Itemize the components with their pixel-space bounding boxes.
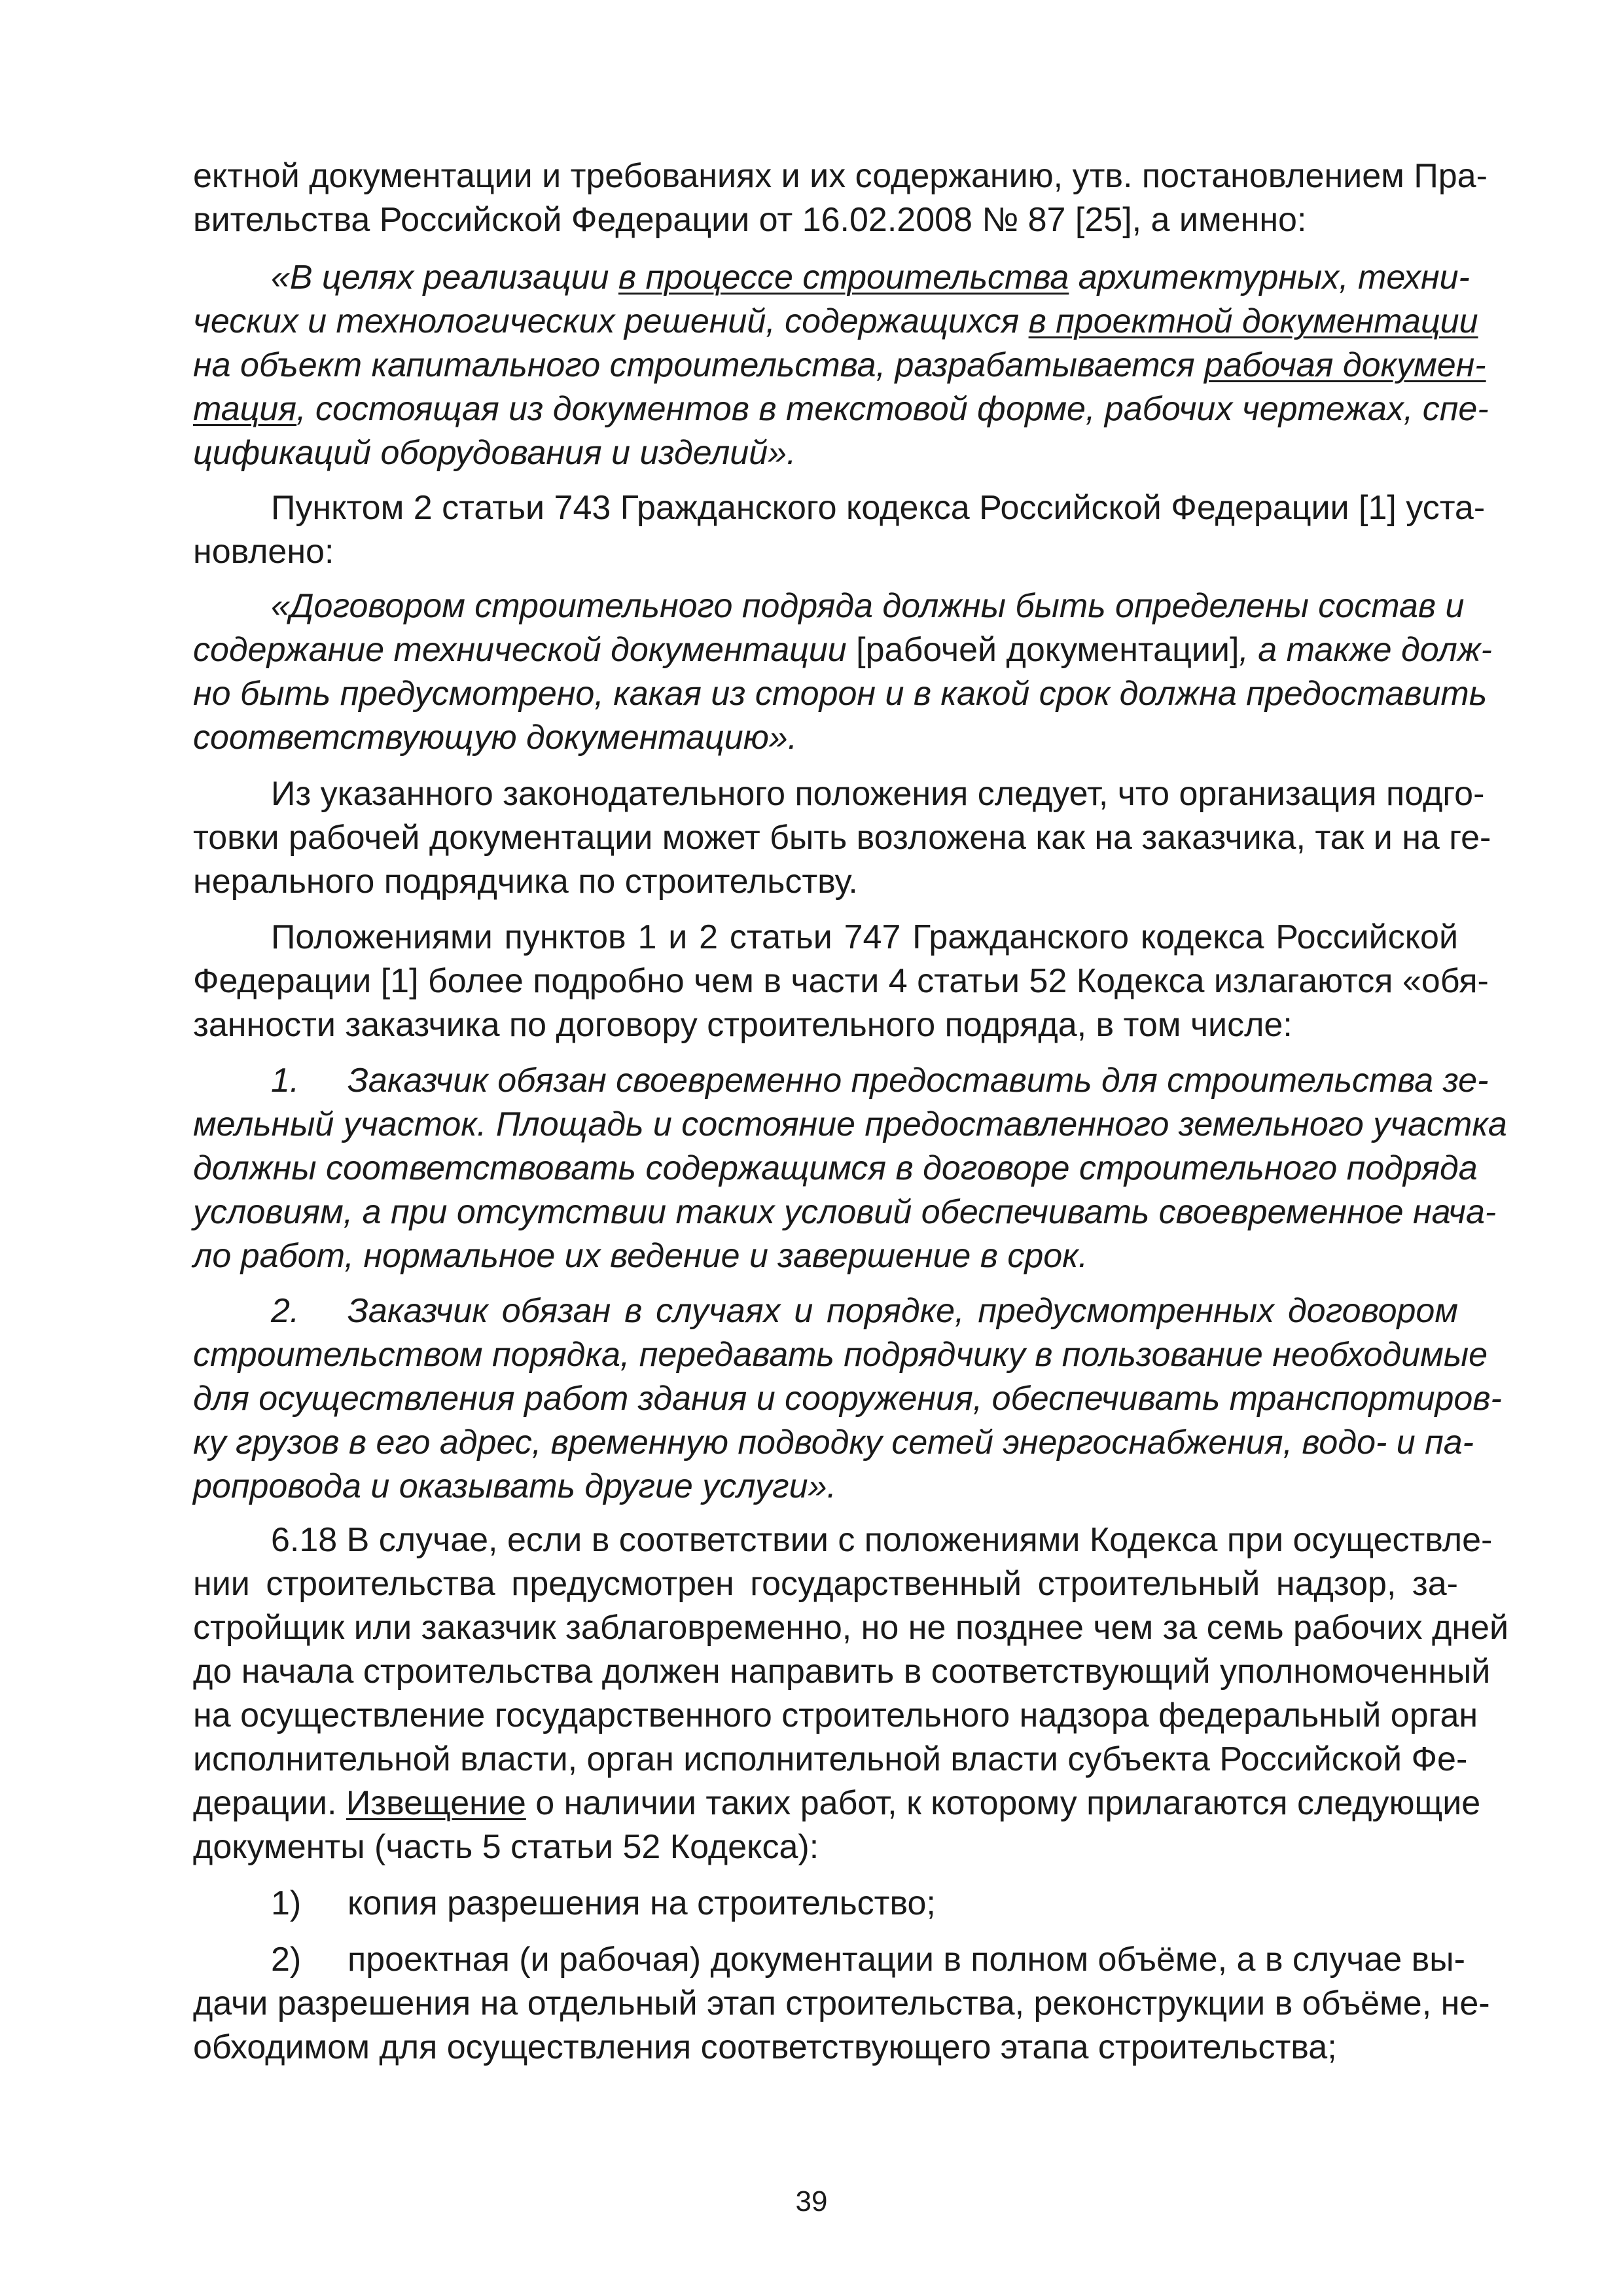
- quote-line: Заказчик обязан в случаях и порядке, предусмотренных договором: [348, 1292, 1458, 1330]
- list-item: копия разрешения на строительство;: [348, 1884, 936, 1922]
- quote-line: тация, состоящая из документов в текстовой форме, рабочих чертежах, спе-: [193, 390, 1489, 428]
- text-line: занности заказчика по договору строительного подряда, в том числе:: [193, 1006, 1293, 1044]
- quote-line: должны соответствовать содержащимся в договоре строительного подряда: [193, 1149, 1478, 1187]
- text-line: Федерации [1] более подробно чем в части 4 статьи 52 Кодекса излагаются «обя-: [193, 962, 1489, 1000]
- list-number: 1.: [271, 1062, 300, 1100]
- quote-line: ропровода и оказывать другие услуги».: [193, 1467, 836, 1505]
- page-number: 39: [795, 2185, 828, 2217]
- text-line: Положениями пунктов 1 и 2 статьи 747 Гражданского кодекса Российской: [271, 918, 1458, 956]
- text-line: товки рабочей документации может быть возложена как на заказчика, так и на ге-: [193, 819, 1491, 857]
- underlined-phrase: рабочая докумен-: [1204, 346, 1486, 384]
- text-line: 6.18 В случае, если в соответствии с положениями Кодекса при осуществле-: [271, 1521, 1493, 1559]
- quote-line: содержание технической документации [рабочей документации], а также долж-: [193, 631, 1492, 669]
- underlined-phrase: в процессе строительства: [618, 259, 1069, 296]
- text-line: новлено:: [193, 533, 334, 571]
- list-number: 2): [271, 1941, 302, 1979]
- text-line: Пунктом 2 статьи 743 Гражданского кодекса Российской Федерации [1] уста-: [271, 489, 1486, 527]
- quote-line: Заказчик обязан своевременно предоставить для строительства зе-: [348, 1062, 1489, 1100]
- text-line: Из указанного законодательного положения следует, что организация подго-: [271, 775, 1485, 813]
- text-line: нерального подрядчика по строительству.: [193, 863, 858, 901]
- quote-line: мельный участок. Площадь и состояние предоставленного земельного участка: [193, 1105, 1507, 1143]
- list-number: 1): [271, 1884, 302, 1922]
- quote-line: ло работ, нормальное их ведение и завершение в срок.: [193, 1237, 1088, 1275]
- text-line: нии строительства предусмотрен государственный строительный надзор, за-: [193, 1565, 1458, 1603]
- quote-line: ческих и технологических решений, содержащихся в проектной документации: [193, 302, 1478, 340]
- quote-line: но быть предусмотрено, какая из сторон и в какой срок должна предоставить: [193, 675, 1488, 713]
- quote-line: ку грузов в его адрес, временную подводку сетей энергоснабжения, водо- и па-: [193, 1424, 1474, 1462]
- quote-line: строительством порядка, передавать подрядчику в пользование необходимые: [193, 1336, 1488, 1374]
- text-line: вительства Российской Федерации от 16.02.2008 № 87 [25], а именно:: [193, 201, 1307, 239]
- text-line: обходимом для осуществления соответствующего этапа строительства;: [193, 2028, 1337, 2066]
- text-line: стройщик или заказчик заблаговременно, но не позднее чем за семь рабочих дней: [193, 1609, 1508, 1647]
- quote-line: цификаций оборудования и изделий».: [193, 434, 796, 472]
- text-line: на осуществление государственного строительного надзора федеральный орган: [193, 1696, 1478, 1734]
- quote-line: соответствующую документацию».: [193, 719, 798, 757]
- text-line: дерации. Извещение о наличии таких работ, к которому прилагаются следующие: [193, 1784, 1481, 1822]
- text-line: документы (часть 5 статьи 52 Кодекса):: [193, 1828, 819, 1866]
- text-line: ектной документации и требованиях и их содержанию, утв. постановлением Пра-: [193, 157, 1488, 195]
- underlined-phrase: в проектной документации: [1028, 302, 1478, 340]
- text-line: дачи разрешения на отдельный этап строительства, реконструкции в объёме, не-: [193, 1984, 1490, 2022]
- text-line: до начала строительства должен направить в соответствующий уполномоченный: [193, 1653, 1491, 1691]
- underlined-phrase: Извещение: [346, 1784, 526, 1822]
- underlined-phrase: тация: [193, 390, 297, 428]
- quote-line: для осуществления работ здания и сооружения, обеспечивать транспортиров-: [193, 1380, 1502, 1418]
- text-line: исполнительной власти, орган исполнительной власти субъекта Российской Фе-: [193, 1740, 1468, 1778]
- quote-line: «В целях реализации в процессе строительства архитектурных, техни-: [271, 259, 1470, 296]
- quote-line: условиям, а при отсутствии таких условий обеспечивать своевременное нача-: [193, 1193, 1497, 1231]
- list-number: 2.: [271, 1292, 300, 1330]
- quote-line: на объект капитального строительства, разрабатывается рабочая докумен-: [193, 346, 1486, 384]
- list-item: проектная (и рабочая) документации в полном объёме, а в случае вы-: [348, 1941, 1465, 1979]
- quote-line: «Договором строительного подряда должны быть определены состав и: [271, 587, 1465, 625]
